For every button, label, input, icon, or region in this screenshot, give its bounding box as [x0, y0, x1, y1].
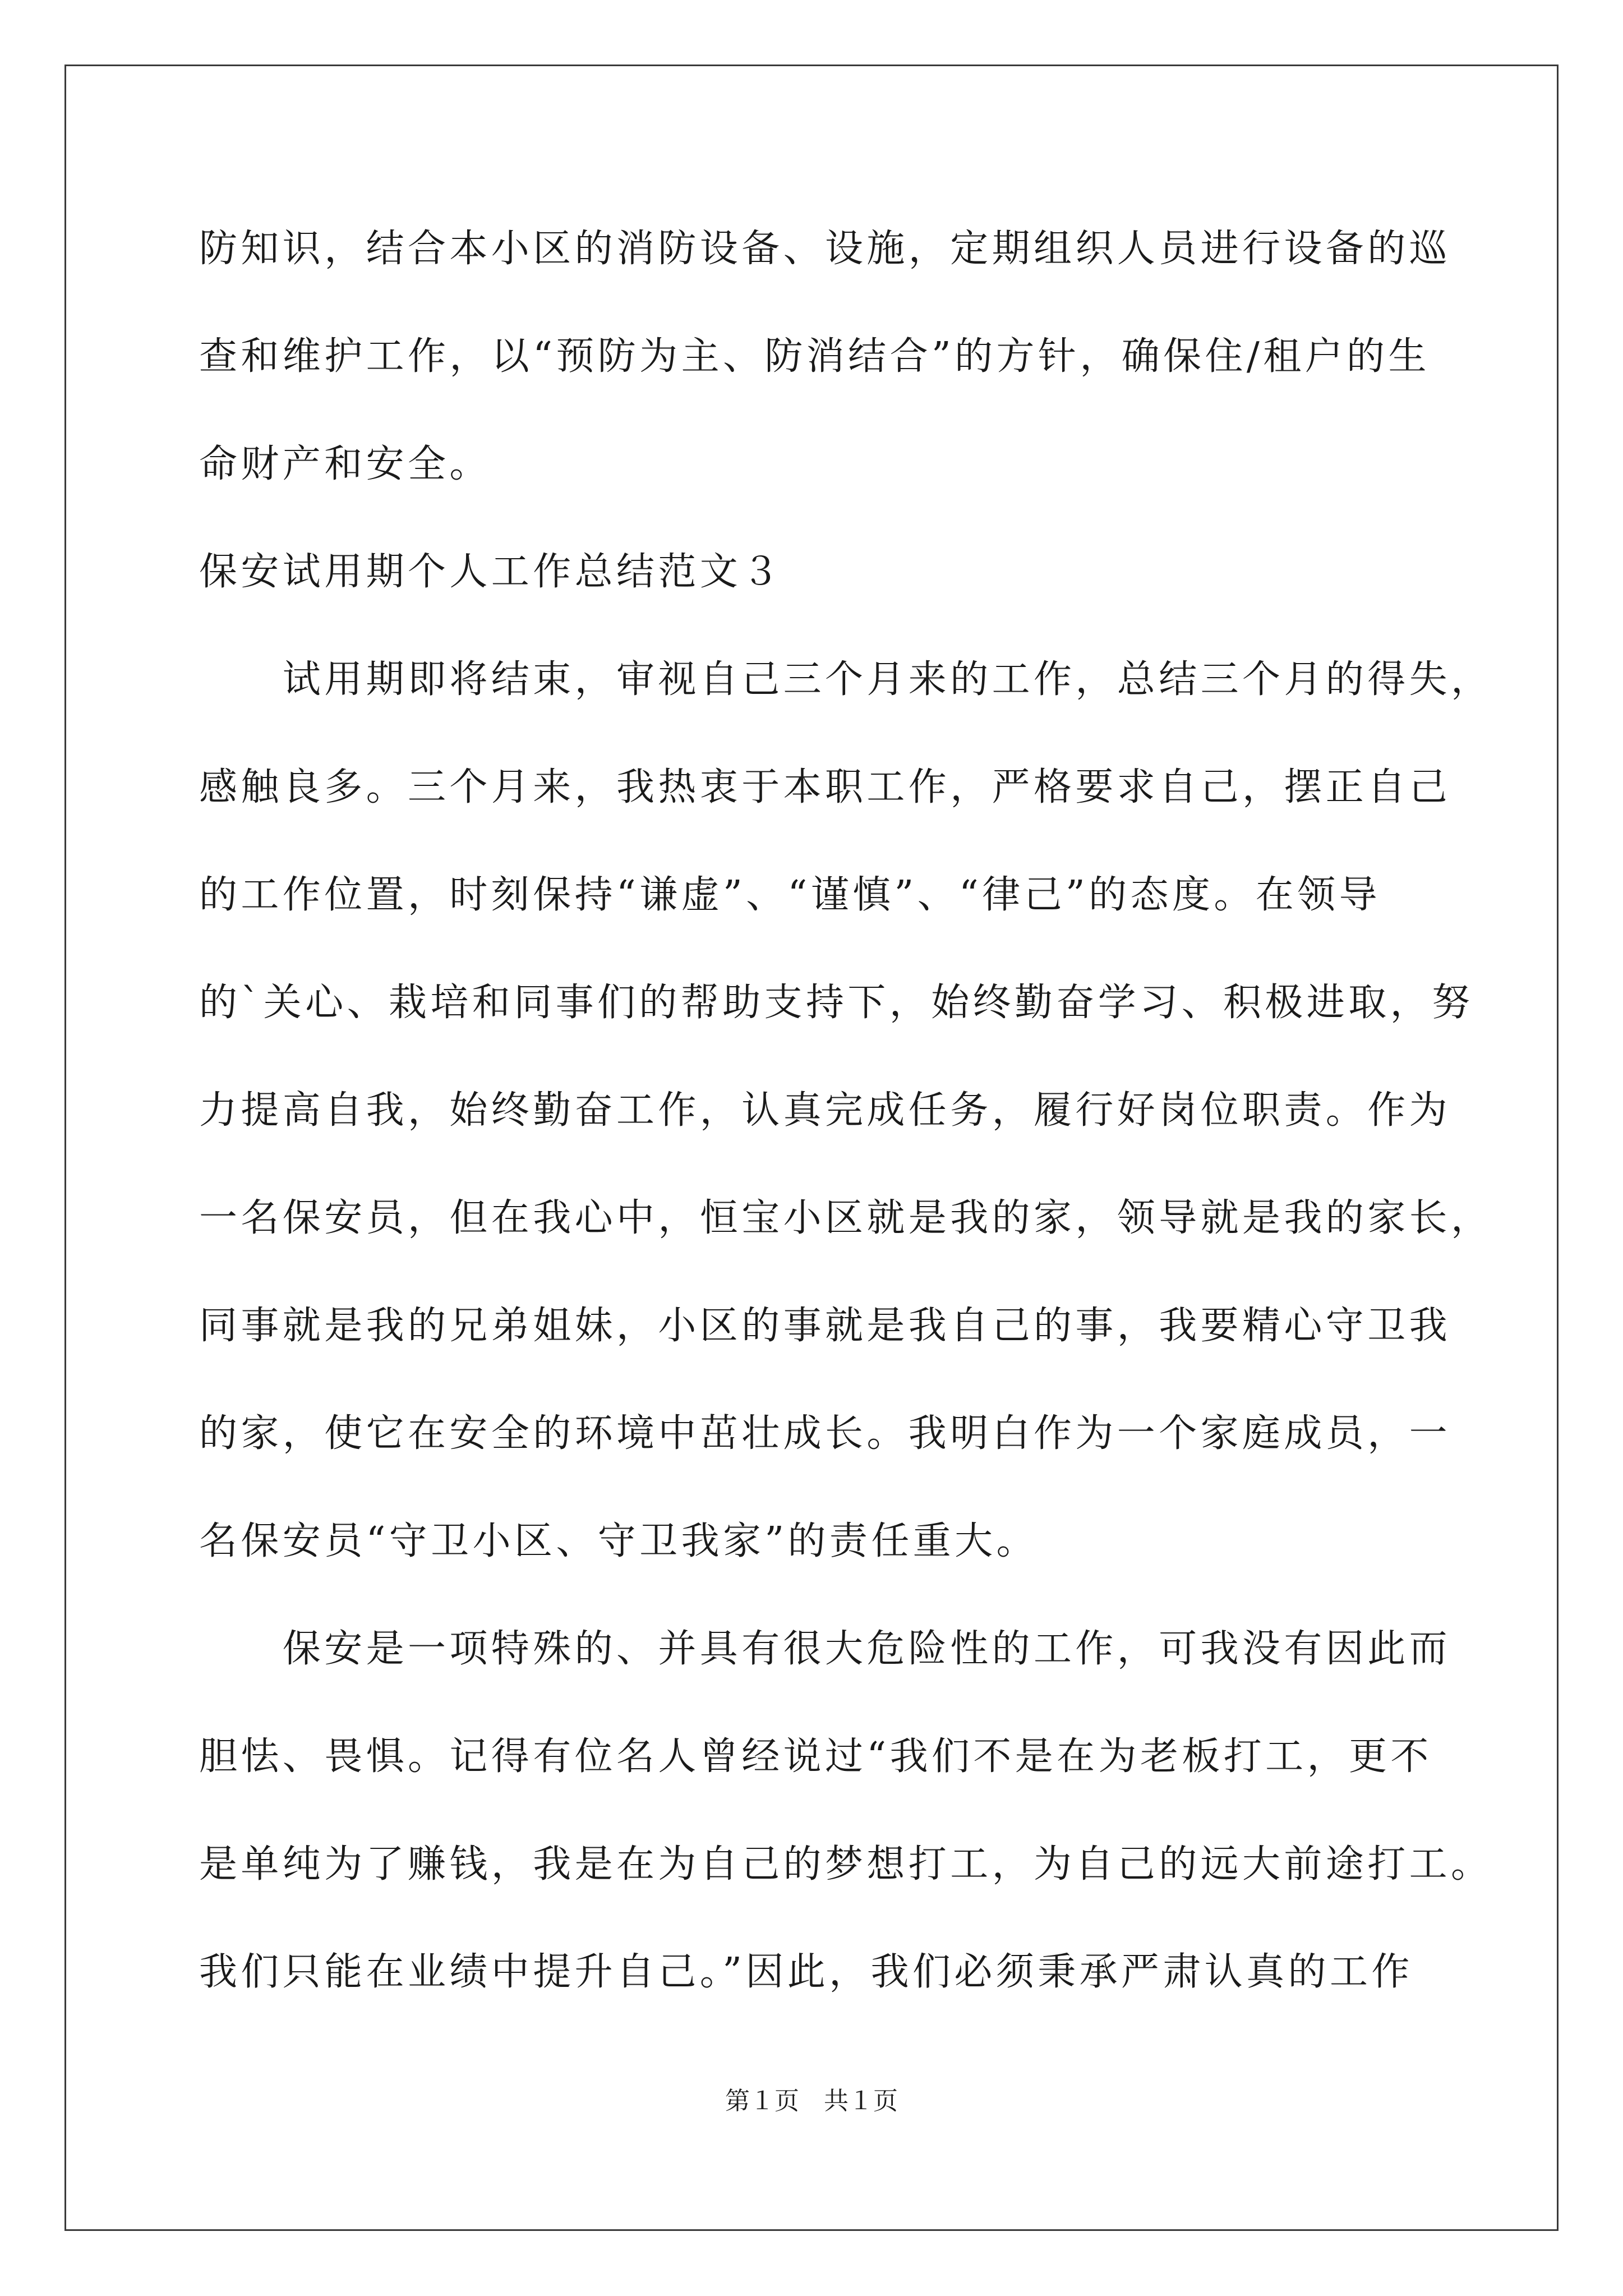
page-border [64, 65, 1559, 2231]
body-text-line: 试用期即将结束，审视自己三个月来的工作，总结三个月的得失， [199, 657, 1493, 702]
body-text-line: 胆怯、畏惧。记得有位名人曾经说过“我们不是在为老板打工，更不 [199, 1734, 1432, 1779]
body-text-line: 查和维护工作，以“预防为主、防消结合”的方针，确保住/租户的生 [199, 334, 1430, 379]
body-text-line: 保安是一项特殊的、并具有很大危险性的工作，可我没有因此而 [199, 1627, 1451, 1671]
section-heading: 保安试用期个人工作总结范文３ [199, 550, 783, 594]
body-text-line: 名保安员“守卫小区、守卫我家”的责任重大。 [199, 1519, 1038, 1563]
page-footer: 第１页 共１页 [725, 2087, 898, 2115]
body-text-line: 同事就是我的兄弟姐妹，小区的事就是我自己的事，我要精心守卫我 [199, 1304, 1451, 1348]
body-text-line: 的工作位置，时刻保持“谦虚”、“谨慎”、“律己”的态度。在领导 [199, 873, 1381, 917]
body-text-line: 感触良多。三个月来，我热衷于本职工作，严格要求自己，摆正自己 [199, 765, 1451, 809]
body-text-line: 力提高自我，始终勤奋工作，认真完成任务，履行好岗位职责。作为 [199, 1088, 1451, 1133]
body-text-line: 我们只能在业绩中提升自己。”因此，我们必须秉承严肃认真的工作 [199, 1950, 1413, 1994]
body-text-line: 防知识，结合本小区的消防设备、设施，定期组织人员进行设备的巡 [199, 227, 1451, 271]
body-text-line: 命财产和安全。 [199, 442, 491, 486]
body-text-line: 是单纯为了赚钱，我是在为自己的梦想打工，为自己的远大前途打工。 [199, 1842, 1493, 1887]
body-text-line: 的`关心、栽培和同事们的帮助支持下，始终勤奋学习、积极进取，努 [199, 981, 1474, 1025]
body-text-line: 一名保安员，但在我心中，恒宝小区就是我的家，领导就是我的家长， [199, 1196, 1493, 1240]
body-text-line: 的家，使它在安全的环境中茁壮成长。我明白作为一个家庭成员，一 [199, 1411, 1451, 1456]
